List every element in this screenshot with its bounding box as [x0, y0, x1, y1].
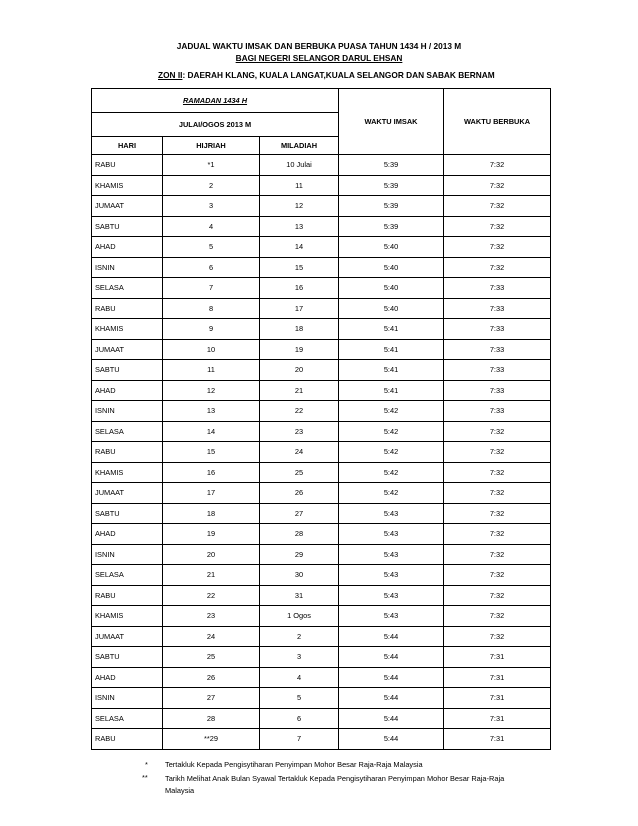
cell-miladiah: 27 — [260, 503, 339, 524]
cell-imsak: 5:42 — [339, 421, 444, 442]
cell-hijriah: *1 — [163, 155, 260, 176]
table-row — [92, 442, 551, 463]
month-header: JULAI/OGOS 2013 M — [92, 113, 339, 137]
cell-hijriah: 17 — [163, 483, 260, 504]
cell-berbuka: 7:32 — [444, 421, 551, 442]
cell-hijriah: 8 — [163, 298, 260, 319]
table-row — [92, 298, 551, 319]
cell-miladiah: 5 — [260, 688, 339, 709]
cell-hari: SABTU — [92, 647, 163, 668]
cell-hari: SABTU — [92, 360, 163, 381]
cell-miladiah: 13 — [260, 216, 339, 237]
cell-hari: KHAMIS — [92, 319, 163, 340]
cell-miladiah: 14 — [260, 237, 339, 258]
footnote-1-mark: * — [145, 760, 148, 769]
cell-hijriah: 4 — [163, 216, 260, 237]
cell-hijriah: 12 — [163, 380, 260, 401]
cell-hijriah: 15 — [163, 442, 260, 463]
cell-miladiah: 29 — [260, 544, 339, 565]
cell-berbuka: 7:32 — [444, 503, 551, 524]
cell-miladiah: 1 Ogos — [260, 606, 339, 627]
col-header-hijriah: HIJRIAH — [163, 137, 260, 155]
cell-hari: AHAD — [92, 524, 163, 545]
cell-miladiah: 10 Julai — [260, 155, 339, 176]
cell-imsak: 5:40 — [339, 257, 444, 278]
document-title: JADUAL WAKTU IMSAK DAN BERBUKA PUASA TAHUN 1434 H / 2013 M — [176, 41, 462, 51]
cell-hijriah: 6 — [163, 257, 260, 278]
cell-imsak: 5:44 — [339, 729, 444, 750]
cell-berbuka: 7:31 — [444, 708, 551, 729]
table-row — [92, 196, 551, 217]
cell-imsak: 5:41 — [339, 319, 444, 340]
cell-berbuka: 7:32 — [444, 626, 551, 647]
cell-berbuka: 7:32 — [444, 155, 551, 176]
table-row — [92, 647, 551, 668]
table-row — [92, 565, 551, 586]
cell-hari: ISNIN — [92, 257, 163, 278]
table-row — [92, 585, 551, 606]
table-row — [92, 401, 551, 422]
cell-imsak: 5:39 — [339, 175, 444, 196]
cell-hari: KHAMIS — [92, 606, 163, 627]
cell-hari: JUMAAT — [92, 483, 163, 504]
table-row — [92, 503, 551, 524]
cell-hijriah: 20 — [163, 544, 260, 565]
cell-hari: RABU — [92, 155, 163, 176]
cell-imsak: 5:40 — [339, 278, 444, 299]
cell-berbuka: 7:32 — [444, 606, 551, 627]
cell-hari: AHAD — [92, 667, 163, 688]
cell-miladiah: 26 — [260, 483, 339, 504]
cell-berbuka: 7:32 — [444, 442, 551, 463]
table-row — [92, 729, 551, 750]
cell-hari: SELASA — [92, 278, 163, 299]
cell-imsak: 5:44 — [339, 667, 444, 688]
cell-miladiah: 20 — [260, 360, 339, 381]
cell-berbuka: 7:32 — [444, 257, 551, 278]
cell-hijriah: 10 — [163, 339, 260, 360]
cell-miladiah: 6 — [260, 708, 339, 729]
table-row — [92, 708, 551, 729]
table-row — [92, 667, 551, 688]
cell-berbuka: 7:31 — [444, 729, 551, 750]
cell-hari: RABU — [92, 298, 163, 319]
cell-berbuka: 7:33 — [444, 298, 551, 319]
cell-berbuka: 7:32 — [444, 196, 551, 217]
cell-miladiah: 18 — [260, 319, 339, 340]
cell-hijriah: 24 — [163, 626, 260, 647]
cell-imsak: 5:44 — [339, 688, 444, 709]
cell-miladiah: 19 — [260, 339, 339, 360]
cell-berbuka: 7:32 — [444, 237, 551, 258]
footnote-2-text: Tarikh Melihat Anak Bulan Syawal Tertakluk Kepada Pengisytiharan Penyimpan Mohor Besar Raja-Raja Malaysia — [165, 774, 505, 795]
cell-hijriah: 19 — [163, 524, 260, 545]
cell-hari: SELASA — [92, 421, 163, 442]
cell-hijriah: 11 — [163, 360, 260, 381]
cell-berbuka: 7:31 — [444, 667, 551, 688]
cell-berbuka: 7:33 — [444, 319, 551, 340]
cell-hari: RABU — [92, 585, 163, 606]
cell-hari: AHAD — [92, 380, 163, 401]
cell-hijriah: 16 — [163, 462, 260, 483]
cell-berbuka: 7:32 — [444, 462, 551, 483]
cell-imsak: 5:40 — [339, 298, 444, 319]
table-row — [92, 257, 551, 278]
table-row — [92, 421, 551, 442]
col-header-imsak: WAKTU IMSAK — [339, 89, 444, 155]
cell-hijriah: 9 — [163, 319, 260, 340]
table-row — [92, 380, 551, 401]
table-row — [92, 216, 551, 237]
cell-miladiah: 17 — [260, 298, 339, 319]
cell-miladiah: 28 — [260, 524, 339, 545]
cell-hari: KHAMIS — [92, 462, 163, 483]
footnote-1-text: Tertakluk Kepada Pengisytiharan Penyimpan Mohor Besar Raja-Raja Malaysia — [165, 760, 423, 769]
cell-miladiah: 30 — [260, 565, 339, 586]
cell-miladiah: 31 — [260, 585, 339, 606]
cell-miladiah: 21 — [260, 380, 339, 401]
cell-miladiah: 3 — [260, 647, 339, 668]
cell-hari: ISNIN — [92, 688, 163, 709]
cell-hari: SELASA — [92, 565, 163, 586]
table-row — [92, 339, 551, 360]
cell-hari: SABTU — [92, 503, 163, 524]
cell-imsak: 5:41 — [339, 360, 444, 381]
cell-imsak: 5:43 — [339, 544, 444, 565]
table-row — [92, 688, 551, 709]
cell-berbuka: 7:33 — [444, 278, 551, 299]
table-row — [92, 237, 551, 258]
cell-hari: JUMAAT — [92, 339, 163, 360]
cell-miladiah: 22 — [260, 401, 339, 422]
cell-hijriah: 26 — [163, 667, 260, 688]
cell-imsak: 5:43 — [339, 565, 444, 586]
cell-berbuka: 7:32 — [444, 483, 551, 504]
cell-miladiah: 7 — [260, 729, 339, 750]
cell-hijriah: 7 — [163, 278, 260, 299]
table-row — [92, 524, 551, 545]
cell-berbuka: 7:32 — [444, 585, 551, 606]
ramadan-header: RAMADAN 1434 H — [92, 89, 339, 113]
cell-imsak: 5:44 — [339, 626, 444, 647]
cell-berbuka: 7:32 — [444, 175, 551, 196]
table-row — [92, 155, 551, 176]
document-subtitle: BAGI NEGERI SELANGOR DARUL EHSAN — [235, 53, 403, 63]
cell-hari: SELASA — [92, 708, 163, 729]
cell-miladiah: 16 — [260, 278, 339, 299]
cell-berbuka: 7:33 — [444, 339, 551, 360]
cell-hari: JUMAAT — [92, 626, 163, 647]
footnote-2-mark: ** — [142, 773, 148, 782]
cell-imsak: 5:44 — [339, 647, 444, 668]
schedule-table — [91, 88, 551, 750]
cell-hari: SABTU — [92, 216, 163, 237]
cell-hijriah: 14 — [163, 421, 260, 442]
cell-hari: JUMAAT — [92, 196, 163, 217]
cell-imsak: 5:39 — [339, 155, 444, 176]
table-row — [92, 278, 551, 299]
cell-imsak: 5:43 — [339, 503, 444, 524]
zone-text: : DAERAH KLANG, KUALA LANGAT,KUALA SELANGOR DAN SABAK BERNAM — [182, 70, 495, 80]
cell-berbuka: 7:33 — [444, 360, 551, 381]
cell-hijriah: 27 — [163, 688, 260, 709]
cell-miladiah: 12 — [260, 196, 339, 217]
cell-hijriah: 5 — [163, 237, 260, 258]
cell-miladiah: 4 — [260, 667, 339, 688]
col-header-miladiah: MILADIAH — [260, 137, 339, 155]
cell-imsak: 5:43 — [339, 524, 444, 545]
cell-hijriah: 2 — [163, 175, 260, 196]
table-row — [92, 360, 551, 381]
cell-hijriah: 13 — [163, 401, 260, 422]
cell-hijriah: 22 — [163, 585, 260, 606]
cell-berbuka: 7:33 — [444, 380, 551, 401]
cell-imsak: 5:43 — [339, 585, 444, 606]
cell-hijriah: 3 — [163, 196, 260, 217]
cell-imsak: 5:41 — [339, 380, 444, 401]
cell-hari: ISNIN — [92, 544, 163, 565]
cell-hijriah: 28 — [163, 708, 260, 729]
cell-imsak: 5:39 — [339, 196, 444, 217]
cell-miladiah: 25 — [260, 462, 339, 483]
cell-hari: AHAD — [92, 237, 163, 258]
table-row — [92, 606, 551, 627]
cell-berbuka: 7:32 — [444, 216, 551, 237]
zone-label: ZON II — [158, 70, 183, 80]
cell-hari: RABU — [92, 442, 163, 463]
col-header-hari: HARI — [92, 137, 163, 155]
cell-imsak: 5:42 — [339, 442, 444, 463]
cell-miladiah: 2 — [260, 626, 339, 647]
cell-berbuka: 7:32 — [444, 544, 551, 565]
cell-miladiah: 24 — [260, 442, 339, 463]
cell-hari: KHAMIS — [92, 175, 163, 196]
cell-imsak: 5:42 — [339, 401, 444, 422]
cell-imsak: 5:42 — [339, 462, 444, 483]
table-row — [92, 319, 551, 340]
cell-berbuka: 7:32 — [444, 565, 551, 586]
table-row — [92, 175, 551, 196]
cell-imsak: 5:40 — [339, 237, 444, 258]
cell-hari: RABU — [92, 729, 163, 750]
table-row — [92, 544, 551, 565]
cell-berbuka: 7:31 — [444, 647, 551, 668]
cell-imsak: 5:43 — [339, 606, 444, 627]
table-row — [92, 483, 551, 504]
cell-hari: ISNIN — [92, 401, 163, 422]
table-row — [92, 626, 551, 647]
cell-berbuka: 7:32 — [444, 524, 551, 545]
table-row — [92, 462, 551, 483]
cell-hijriah: 18 — [163, 503, 260, 524]
cell-imsak: 5:39 — [339, 216, 444, 237]
cell-miladiah: 11 — [260, 175, 339, 196]
col-header-berbuka: WAKTU BERBUKA — [444, 89, 551, 155]
cell-berbuka: 7:33 — [444, 401, 551, 422]
cell-miladiah: 23 — [260, 421, 339, 442]
cell-imsak: 5:44 — [339, 708, 444, 729]
cell-imsak: 5:41 — [339, 339, 444, 360]
cell-hijriah: 23 — [163, 606, 260, 627]
cell-imsak: 5:42 — [339, 483, 444, 504]
cell-hijriah: 21 — [163, 565, 260, 586]
cell-hijriah: **29 — [163, 729, 260, 750]
zone-line — [158, 70, 495, 80]
cell-miladiah: 15 — [260, 257, 339, 278]
cell-berbuka: 7:31 — [444, 688, 551, 709]
cell-hijriah: 25 — [163, 647, 260, 668]
